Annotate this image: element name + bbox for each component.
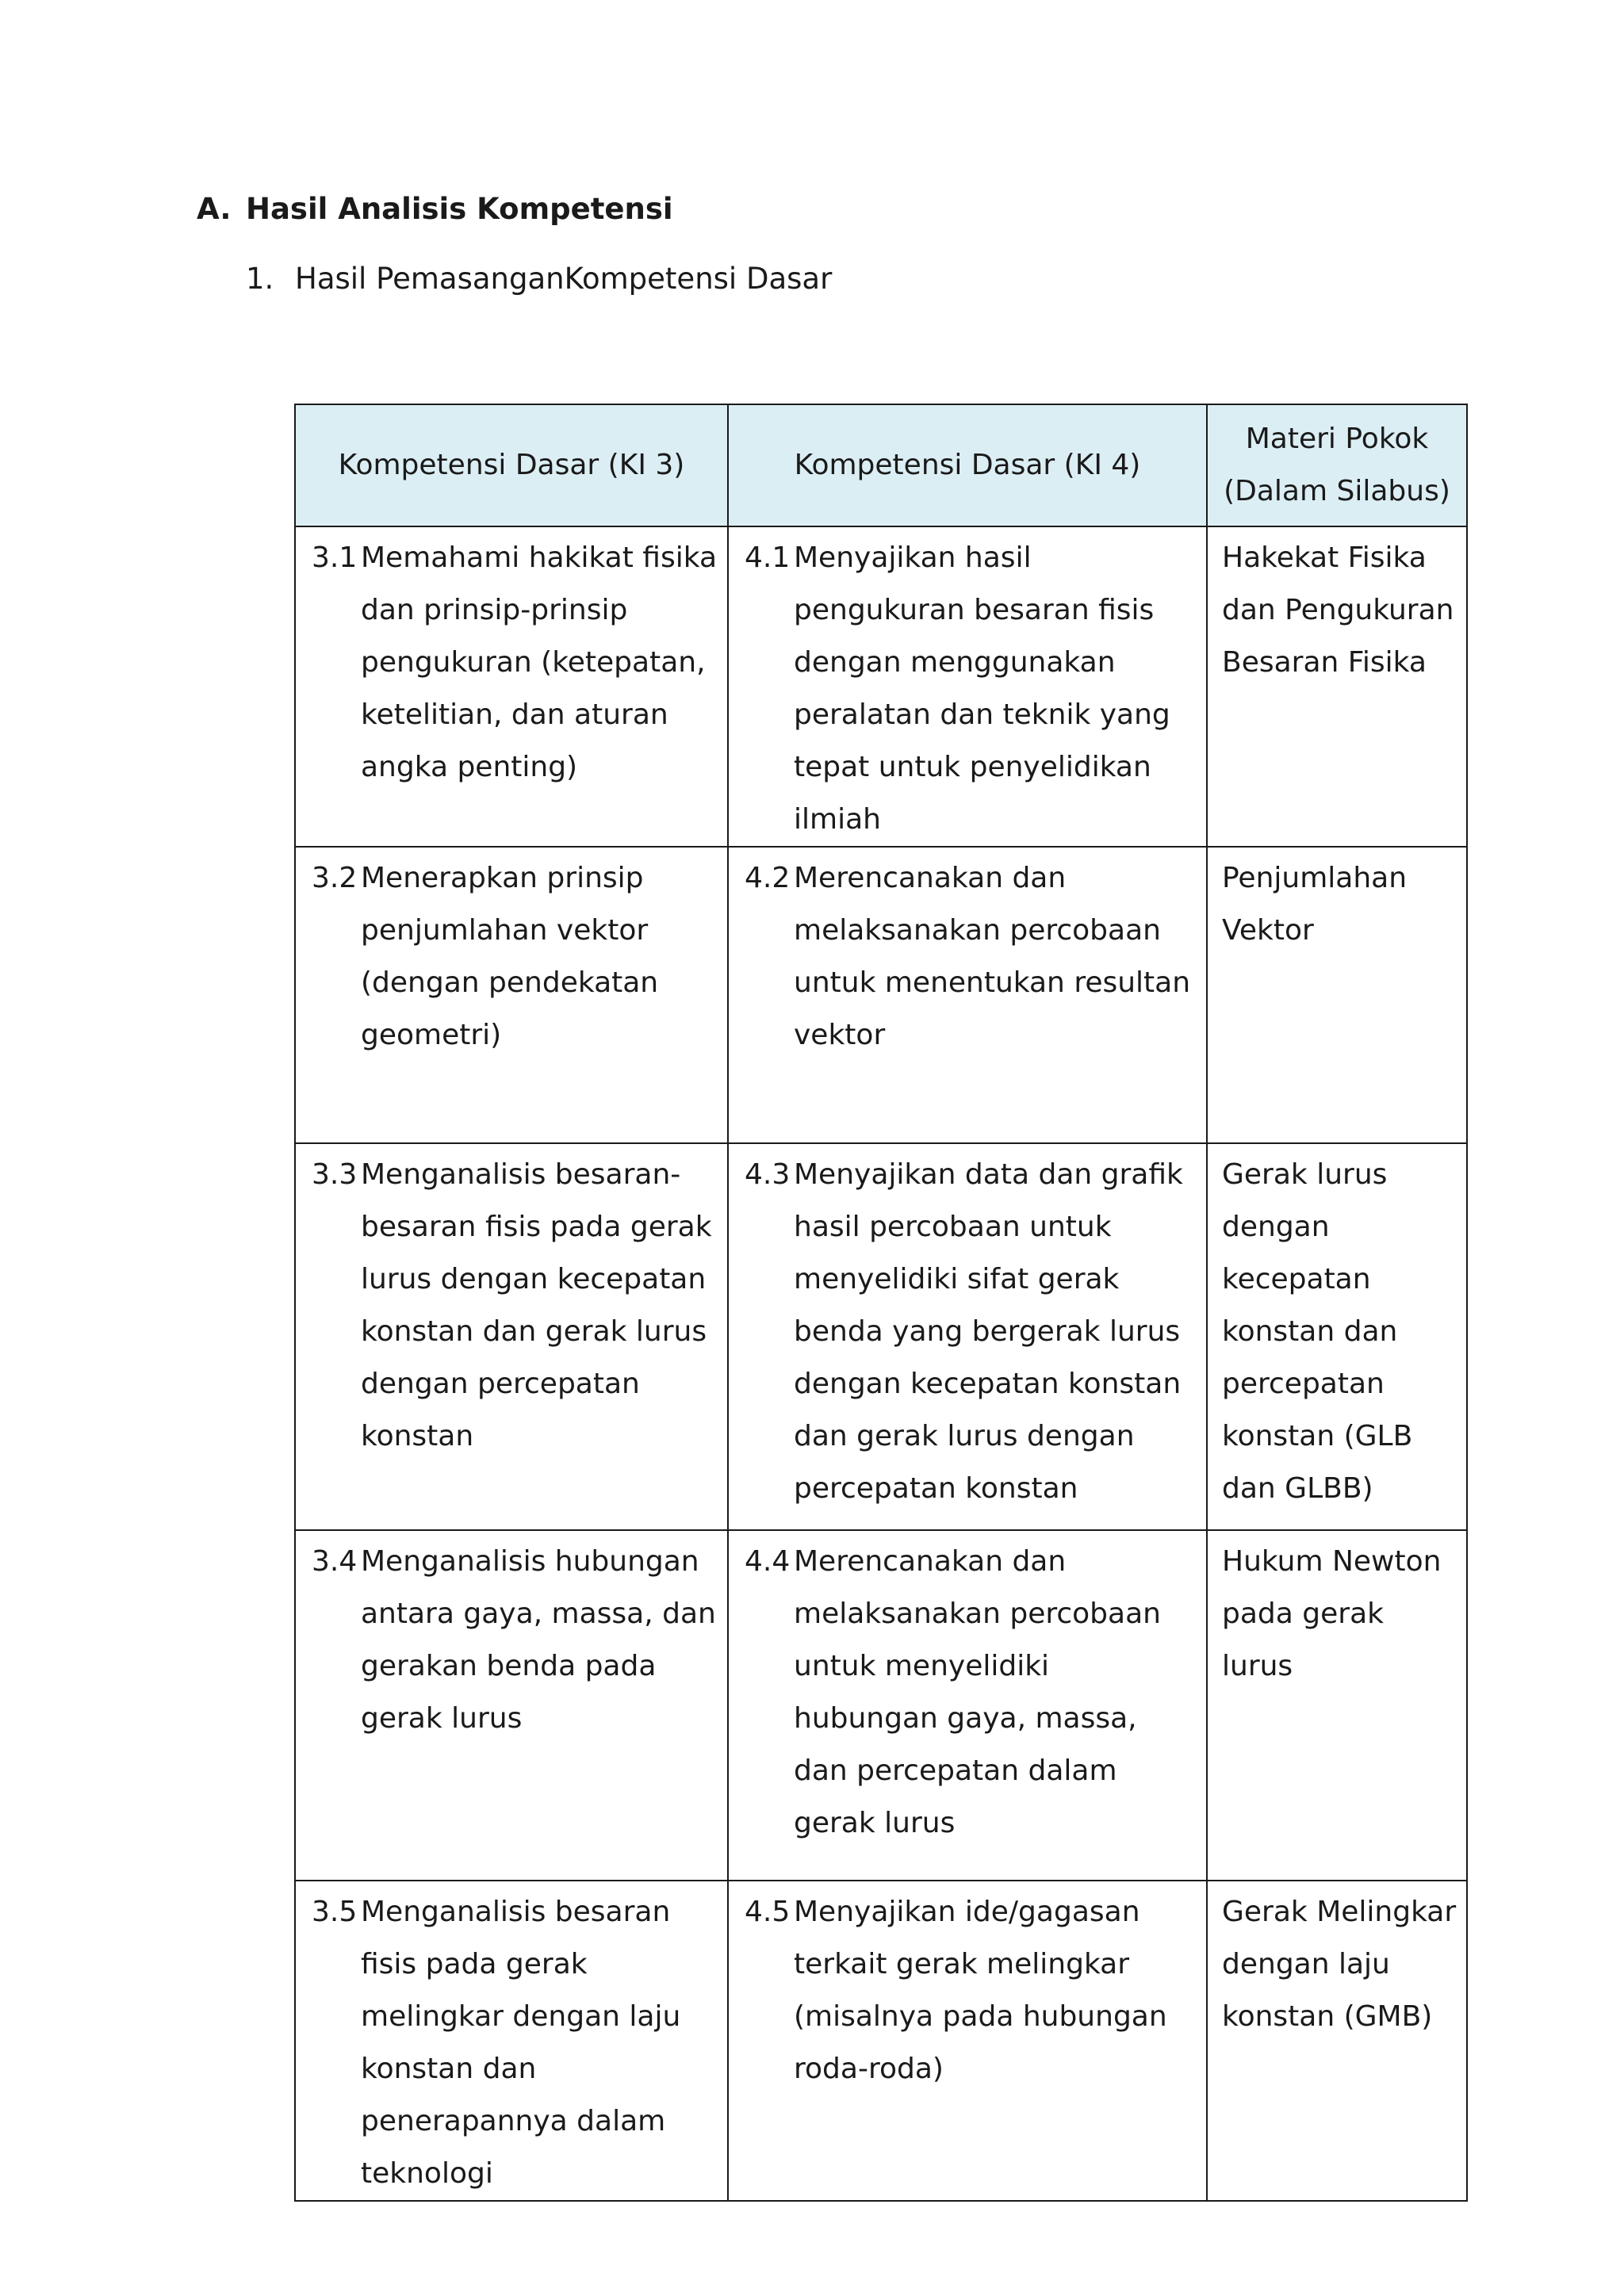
- kd4-text: Merencanakan dan melaksanakan percobaan untuk menyelidiki hubungan gaya, massa, dan percepatan dalam gerak lurus: [794, 1545, 1161, 1839]
- kd4-text: Merencanakan dan melaksanakan percobaan untuk menentukan resultan vektor: [794, 862, 1191, 1051]
- materi-text: Hukum Newton pada gerak lurus: [1222, 1545, 1442, 1682]
- kd4-number: 4.5: [745, 1896, 791, 1928]
- kd3-text: Menerapkan prinsip penjumlahan vektor (dengan pendekatan geometri): [361, 862, 659, 1051]
- header-materi-line2: (Dalam Silabus): [1224, 475, 1450, 507]
- kd4-number: 4.1: [745, 541, 791, 574]
- kd4-cell: [728, 1881, 1207, 2201]
- kd3-number: 3.3: [312, 1158, 358, 1191]
- kd4-cell: [728, 847, 1207, 1143]
- materi-text: Gerak Melingkar dengan laju konstan (GMB): [1222, 1896, 1457, 2033]
- table-header-row: [295, 404, 1467, 526]
- header-kd4: Kompetensi Dasar (KI 4): [728, 404, 1207, 526]
- table-row: [295, 847, 1467, 1143]
- kd3-number: 3.5: [312, 1896, 358, 1928]
- kd3-cell: [295, 1143, 728, 1530]
- kd4-text: Menyajikan ide/gagasan terkait gerak melingkar (misalnya pada hubungan roda-roda): [794, 1896, 1167, 2085]
- materi-cell: [1207, 1143, 1467, 1530]
- kd3-text: Menganalisis hubungan antara gaya, massa, dan gerakan benda pada gerak lurus: [361, 1545, 716, 1735]
- kd3-cell: [295, 1530, 728, 1881]
- materi-cell: [1207, 847, 1467, 1143]
- kd4-text: Menyajikan data dan grafik hasil percobaan untuk menyelidiki sifat gerak benda yang bergerak lurus dengan kecepatan konstan dan gerak lurus dengan percepatan konstan: [794, 1158, 1183, 1505]
- kd3-cell: [295, 526, 728, 847]
- kd3-text: Menganalisis besaran fisis pada gerak melingkar dengan laju konstan dan penerapannya dalam teknologi: [361, 1896, 681, 2190]
- kd4-number: 4.3: [745, 1158, 791, 1191]
- kd3-number: 3.2: [312, 862, 358, 894]
- kd4-cell: [728, 1530, 1207, 1881]
- materi-cell: [1207, 526, 1467, 847]
- kd3-number: 3.4: [312, 1545, 358, 1578]
- table-row: [295, 1530, 1467, 1881]
- section-title: Hasil Analisis Kompetensi: [246, 192, 673, 226]
- materi-text: Hakekat Fisika dan Pengukuran Besaran Fisika: [1222, 541, 1454, 679]
- kd3-number: 3.1: [312, 541, 358, 574]
- kd4-number: 4.4: [745, 1545, 791, 1578]
- materi-text: Gerak lurus dengan kecepatan konstan dan percepatan konstan (GLB dan GLBB): [1222, 1158, 1413, 1505]
- subsection-number: 1.: [246, 262, 274, 296]
- subsection-heading-1: [246, 262, 832, 296]
- kd3-cell: [295, 847, 728, 1143]
- kd3-cell: [295, 1881, 728, 2201]
- header-materi-line1: Materi Pokok: [1245, 423, 1429, 455]
- table-row: [295, 1143, 1467, 1530]
- kd4-number: 4.2: [745, 862, 791, 894]
- header-kd3: Kompetensi Dasar (KI 3): [295, 404, 728, 526]
- kd3-text: Memahami hakikat fisika dan prinsip-prinsip pengukuran (ketepatan, ketelitian, dan aturan angka penting): [361, 541, 717, 783]
- section-number: A.: [197, 192, 232, 226]
- section-heading-a: [197, 192, 673, 226]
- materi-cell: [1207, 1530, 1467, 1881]
- materi-cell: [1207, 1881, 1467, 2201]
- materi-text: Penjumlahan Vektor: [1222, 862, 1408, 947]
- kd3-text: Menganalisis besaran-besaran fisis pada gerak lurus dengan kecepatan konstan dan gerak lurus dengan percepatan konstan: [361, 1158, 712, 1452]
- competency-table: [294, 404, 1468, 2202]
- kd4-text: Menyajikan hasil pengukuran besaran fisis dengan menggunakan peralatan dan teknik yang tepat untuk penyelidikan ilmiah: [794, 541, 1170, 836]
- table-row: [295, 526, 1467, 847]
- header-materi: [1207, 404, 1467, 526]
- subsection-title: Hasil PemasanganKompetensi Dasar: [295, 262, 833, 296]
- kd4-cell: [728, 526, 1207, 847]
- kd4-cell: [728, 1143, 1207, 1530]
- table-row: [295, 1881, 1467, 2201]
